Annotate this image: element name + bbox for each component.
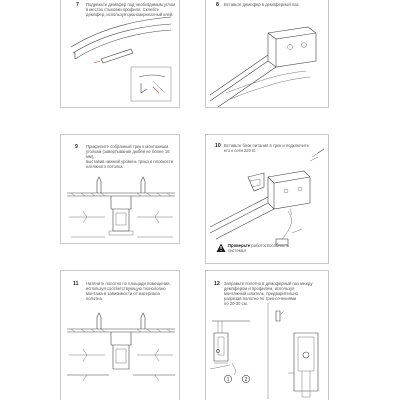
step-8-panel	[205, 0, 329, 108]
step-instructions: Вставьте демпфер в демпферный паз.	[224, 2, 300, 7]
step-number: 9	[75, 144, 78, 150]
step-number: 7	[76, 2, 79, 8]
step-number: 10	[215, 143, 221, 149]
damper-cut-illustration	[61, 0, 180, 108]
step-7-panel	[60, 0, 180, 108]
step-12-panel	[205, 270, 329, 400]
callout-1: 1	[226, 376, 230, 383]
note-text: работоспособность	[250, 243, 290, 248]
warning-icon	[216, 243, 226, 253]
step-instructions: Заправьте полотно в демпферный паз между демпфером и профилем, используя монтажный шпатель, предварительно разрезав полотно по трек-сечениями по 20-30 см.	[224, 281, 313, 306]
track-mount-illustration	[61, 135, 180, 244]
note-text-line2: системы!	[228, 248, 246, 253]
callout-2: 2	[244, 376, 248, 383]
step-11-panel	[60, 270, 180, 400]
canvas-tuck-illustration	[206, 271, 329, 400]
step-number: 12	[214, 281, 220, 287]
note-bold: Проверьте	[228, 243, 251, 248]
step-number: 8	[216, 2, 219, 8]
step-9-panel	[60, 134, 180, 244]
step-10-panel	[205, 134, 329, 264]
step-number: 11	[73, 281, 79, 287]
step-instructions: Вставьте блок питания в трек и подключите его к сети 220 В.	[224, 143, 309, 153]
damper-insert-illustration	[206, 0, 329, 108]
step-instructions: Натяните полотно по площади помещения, используя соответствующую технологию монтажа в зависимости от материала полотна.	[86, 281, 171, 301]
step-instructions: Подрежьте демпфер под необходимым углом в местах стыковки профиля. Склейте демпфер, используя цианоакрилатный клей.	[86, 2, 176, 17]
stretch-ceiling-illustration	[61, 271, 180, 400]
step-instructions: Прикрепите собранный трек к монтажным уголкам (завертывания дюбей не более 16 мм), выставив нижний уровень трека в плоскости натяжного потолка.	[86, 144, 174, 169]
